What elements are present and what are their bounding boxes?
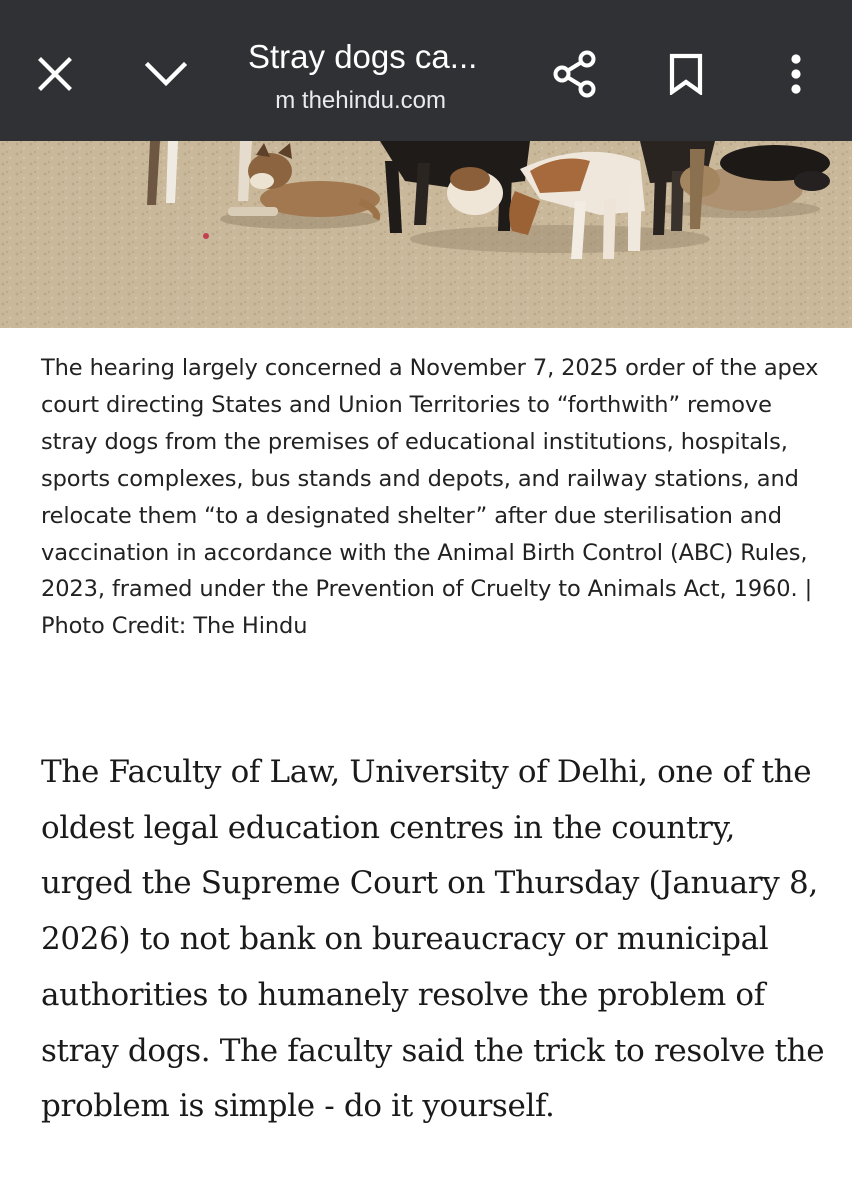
collapse-button[interactable] <box>136 44 196 104</box>
close-button[interactable] <box>25 44 85 104</box>
article-hero-image <box>0 141 852 328</box>
bookmark-icon <box>668 53 704 95</box>
stray-dogs-photo <box>0 141 852 328</box>
page-url-row <box>248 84 538 120</box>
close-icon <box>37 56 73 92</box>
url-fade <box>248 84 268 120</box>
share-button[interactable] <box>545 44 605 104</box>
chevron-down-icon <box>144 59 188 89</box>
share-icon <box>553 50 597 98</box>
custom-tab-toolbar <box>0 0 852 141</box>
bookmark-button[interactable] <box>656 44 716 104</box>
article-paragraph: The Faculty of Law, University of Delhi, one of the oldest legal education centres in the country, urged the Supreme Court on Thursday (January 8, 2026) to not bank on bureaucracy or municipal authorities to humanely resolve the problem of stray dogs. The faculty said the trick to resolve the problem is simple - do it yourself. <box>41 754 825 1125</box>
page-title: Stray dogs ca... <box>248 38 478 75</box>
more-vert-icon <box>789 53 803 95</box>
title-area[interactable] <box>248 36 538 126</box>
image-caption: The hearing largely concerned a November 7, 2025 order of the apex court directing States and Union Territories to “forthwith” remove stray dogs from the premises of educational institutions, hospitals, sports complexes, bus stands and depots, and railway stations, and relocate them “to a designated shelter” after due sterilisation and vaccination in accordance with the Animal Birth Control (ABC) Rules, 2023, framed under the Prevention of Cruelty to Animals Act, 1960. | Photo Credit: The Hindu <box>41 355 819 640</box>
page-domain: m thehindu.com <box>275 87 446 114</box>
more-options-button[interactable] <box>766 44 826 104</box>
